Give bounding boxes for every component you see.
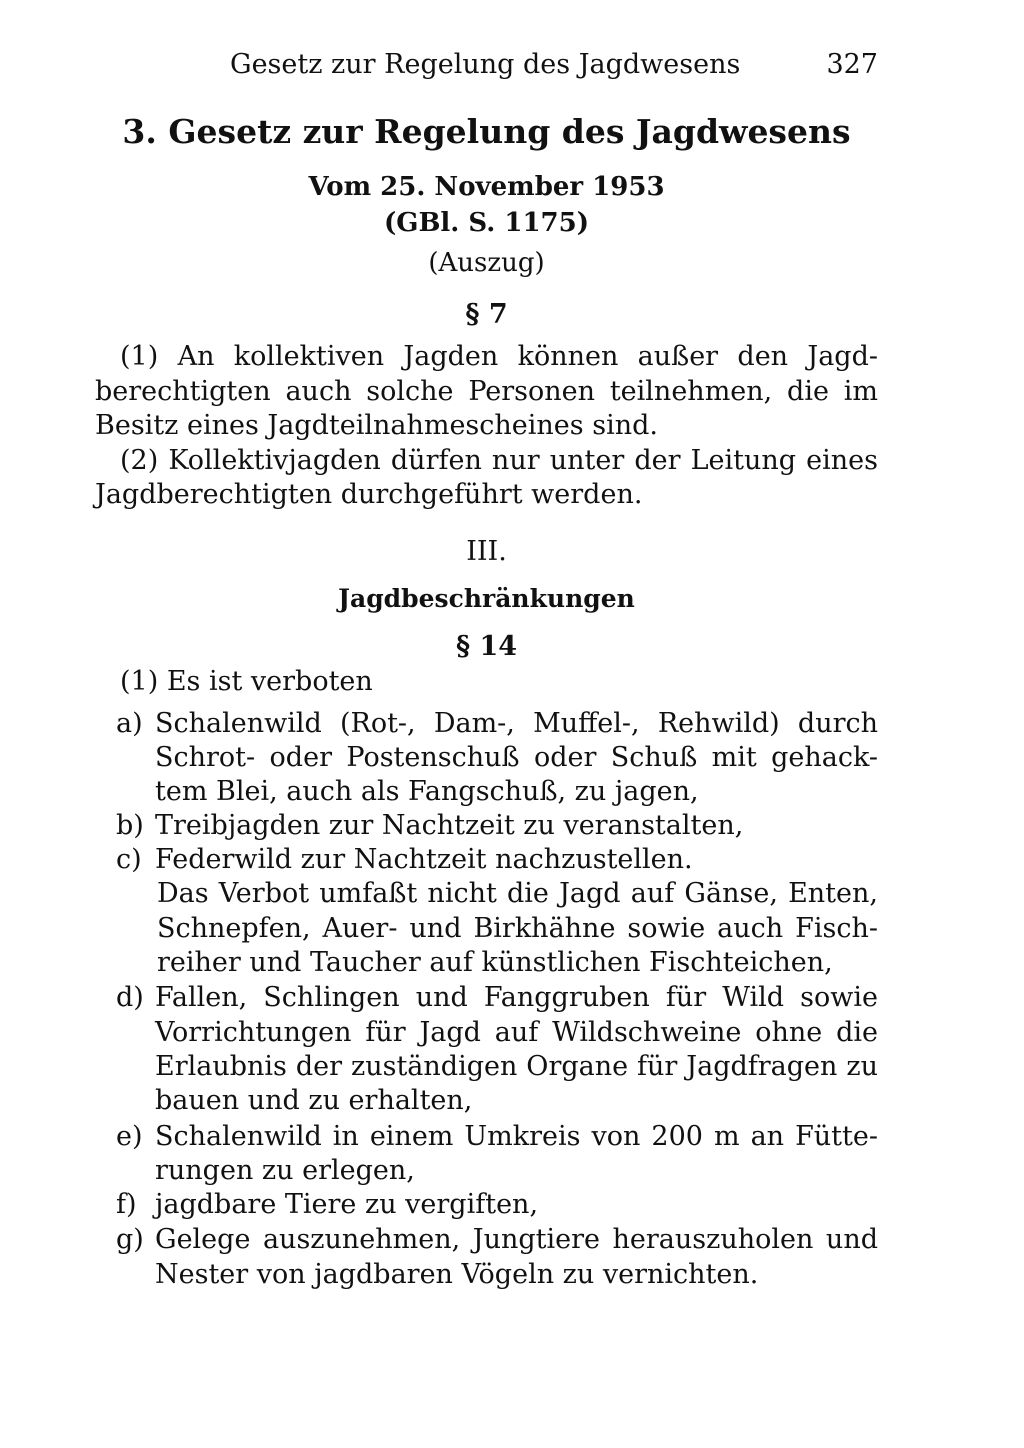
list-item-line: tem Blei, auch als Fangschuß, zu jagen, [155, 776, 699, 807]
section-14-intro: (1) Es ist verboten [120, 666, 373, 697]
section-7-line: berechtigten auch solche Personen teilnehmen, die im [95, 376, 878, 407]
item-marker-f: f) [116, 1189, 137, 1220]
list-item-line: Nester von jagdbaren Vögeln zu vernichten. [155, 1259, 759, 1290]
section-7-line: Jagdberechtigten durchgeführt werden. [95, 479, 643, 510]
excerpt-note: (Auszug) [428, 248, 545, 278]
section-7-heading: § 7 [465, 299, 508, 330]
running-title: Gesetz zur Regelung des Jagdwesens [230, 49, 741, 80]
document-title: 3. Gesetz zur Regelung des Jagdwesens [122, 112, 851, 151]
document-date: Vom 25. November 1953 [308, 172, 665, 202]
section-7-line: Besitz eines Jagdteilnahmescheines sind. [95, 410, 658, 441]
item-marker-g: g) [116, 1224, 144, 1255]
section-7-line: (1) An kollektiven Jagden können außer den Jagd- [120, 341, 878, 372]
list-item-line: Schalenwild in einem Umkreis von 200 m an Fütte- [155, 1121, 878, 1152]
list-item-line: Federwild zur Nachtzeit nachzustellen. [155, 844, 693, 875]
list-item-line: Schrot- oder Postenschuß oder Schuß mit gehack- [155, 742, 878, 773]
list-item-line: rungen zu erlegen, [155, 1155, 415, 1186]
item-marker-a: a) [116, 708, 143, 739]
list-item-line: Schnepfen, Auer- und Birkhähne sowie auch Fisch- [157, 913, 878, 944]
item-marker-d: d) [116, 982, 144, 1013]
part-title: Jagdbeschränkungen [338, 584, 635, 613]
list-item-line: Vorrichtungen für Jagd auf Wildschweine ohne die [155, 1017, 878, 1048]
list-item-line: reiher und Taucher auf künstlichen Fischteichen, [157, 947, 833, 978]
list-item-line: Gelege auszunehmen, Jungtiere herauszuholen und [155, 1224, 878, 1255]
item-marker-e: e) [116, 1121, 143, 1152]
list-item-line: Erlaubnis der zuständigen Organe für Jagdfragen zu [155, 1051, 878, 1082]
page-number: 327 [826, 49, 878, 80]
list-item-line: bauen und zu erhalten, [155, 1085, 473, 1116]
list-item-line: Treibjagden zur Nachtzeit zu veranstalten, [155, 810, 744, 841]
section-7-line: (2) Kollektivjagden dürfen nur unter der Leitung eines [120, 445, 878, 476]
item-marker-b: b) [116, 810, 144, 841]
list-item-line: Schalenwild (Rot-, Dam-, Muffel-, Rehwild) durch [155, 708, 878, 739]
document-source: (GBl. S. 1175) [383, 208, 590, 238]
part-number: III. [466, 536, 507, 567]
item-marker-c: c) [116, 844, 142, 875]
list-item-line: Fallen, Schlingen und Fanggruben für Wild sowie [155, 982, 878, 1013]
list-item-line: jagdbare Tiere zu vergiften, [155, 1189, 539, 1220]
list-item-line: Das Verbot umfaßt nicht die Jagd auf Gänse, Enten, [157, 878, 878, 909]
section-14-heading: § 14 [455, 631, 518, 662]
